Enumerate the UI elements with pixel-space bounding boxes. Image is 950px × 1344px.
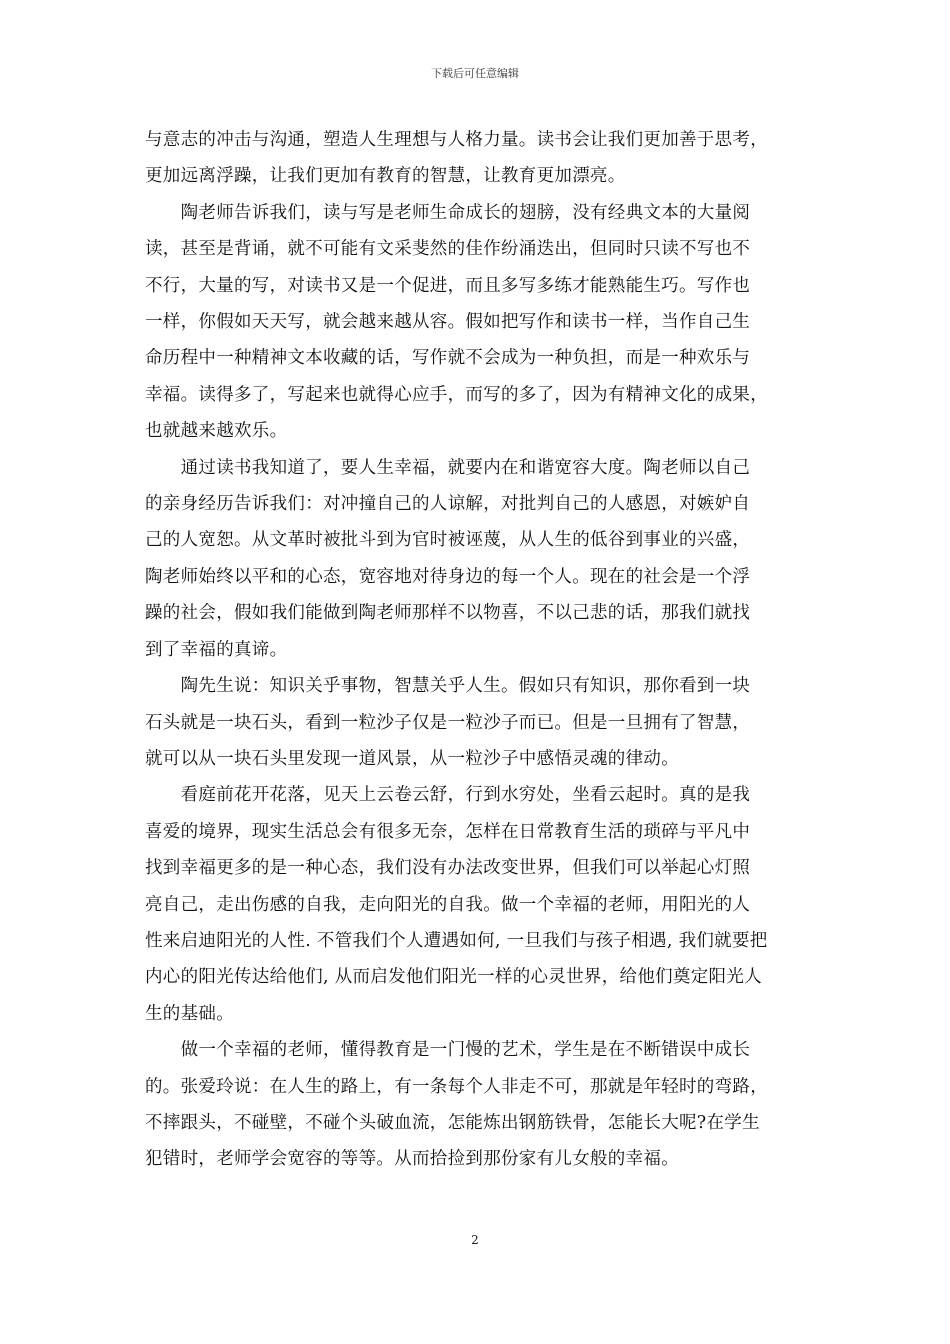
text-line: 内心的阳光传达给他们, 从而启发他们阳光一样的心灵世界，给他们奠定阳光人 [145, 967, 762, 988]
text-line: 不摔跟头，不碰壁，不碰个头破血流，怎能炼出钢筋铁骨，怎能长大呢?在学生 [145, 1112, 760, 1133]
text-line: 找到幸福更多的是一种心态，我们没有办法改变世界，但我们可以举起心灯照 [145, 858, 751, 879]
page-header: 下载后可任意编辑 [431, 67, 519, 80]
text-line: 读，甚至是背诵，就不可能有文采斐然的佳作纷涌迭出，但同时只读不写也不 [145, 239, 751, 260]
text-line: 亮自己，走出伤感的自我，走向阳光的自我。做一个幸福的老师，用阳光的人 [145, 894, 751, 915]
text-line: 命历程中一种精神文本收藏的话，写作就不会成为一种负担，而是一种欢乐与 [145, 348, 751, 369]
text-line: 通过读书我知道了，要人生幸福，就要内在和谐宽容大度。陶老师以自己 [145, 457, 751, 478]
text-line: 做一个幸福的老师，懂得教育是一门慢的艺术，学生是在不断错误中成长 [145, 1040, 751, 1061]
text-line: 不行，大量的写，对读书又是一个促进，而且多写多练才能熟能生巧。写作也 [145, 275, 751, 296]
text-line: 性来启迪阳光的人性. 不管我们个人遭遇如何, 一旦我们与孩子相遇, 我们就要把 [145, 930, 768, 951]
text-line: 就可以从一块石头里发现一道风景，从一粒沙子中感悟灵魂的律动。 [145, 748, 679, 769]
text-line: 看庭前花开花落，见天上云卷云舒，行到水穷处，坐看云起时。真的是我 [145, 785, 751, 806]
text-line: 石头就是一块石头，看到一粒沙子仅是一粒沙子而已。但是一旦拥有了智慧， [145, 712, 751, 733]
text-line: 与意志的冲击与沟通，塑造人生理想与人格力量。读书会让我们更加善于思考， [145, 130, 768, 150]
text-line: 幸福。读得多了，写起来也就得心应手，而写的多了，因为有精神文化的成果， [145, 384, 768, 405]
text-line: 的。张爱玲说：在人生的路上，有一条每个人非走不可，那就是年轻时的弯路， [145, 1076, 768, 1097]
text-line: 陶老师告诉我们，读与写是老师生命成长的翅膀，没有经典文本的大量阅 [145, 202, 751, 223]
text-line: 犯错时，老师学会宽容的等等。从而拾捡到那份家有儿女般的幸福。 [145, 1149, 679, 1170]
text-line: 躁的社会，假如我们能做到陶老师那样不以物喜，不以己悲的话，那我们就找 [145, 603, 751, 624]
text-line: 到了幸福的真谛。 [145, 639, 288, 660]
page-number: 2 [471, 1233, 479, 1247]
document-body [145, 122, 815, 1178]
text-line: 生的基础。 [145, 1003, 234, 1024]
text-line: 一样，你假如天天写，就会越来越从容。假如把写作和读书一样，当作自己生 [145, 312, 751, 333]
text-line: 的亲身经历告诉我们：对冲撞自己的人谅解，对批判自己的人感恩，对嫉妒自 [145, 494, 751, 515]
text-line: 陶老师始终以平和的心态，宽容地对待身边的每一个人。现在的社会是一个浮 [145, 566, 751, 587]
text-line: 喜爱的境界，现实生活总会有很多无奈，怎样在日常教育生活的琐碎与平凡中 [145, 821, 751, 842]
text-line: 己的人宽恕。从文革时被批斗到为官时被诬蔑，从人生的低谷到事业的兴盛， [145, 530, 751, 551]
text-line: 也就越来越欢乐。 [145, 421, 288, 442]
text-line: 陶先生说：知识关乎事物，智慧关乎人生。假如只有知识，那你看到一块 [145, 676, 751, 697]
text-line: 更加远离浮躁，让我们更加有教育的智慧，让教育更加漂亮。 [145, 166, 626, 187]
